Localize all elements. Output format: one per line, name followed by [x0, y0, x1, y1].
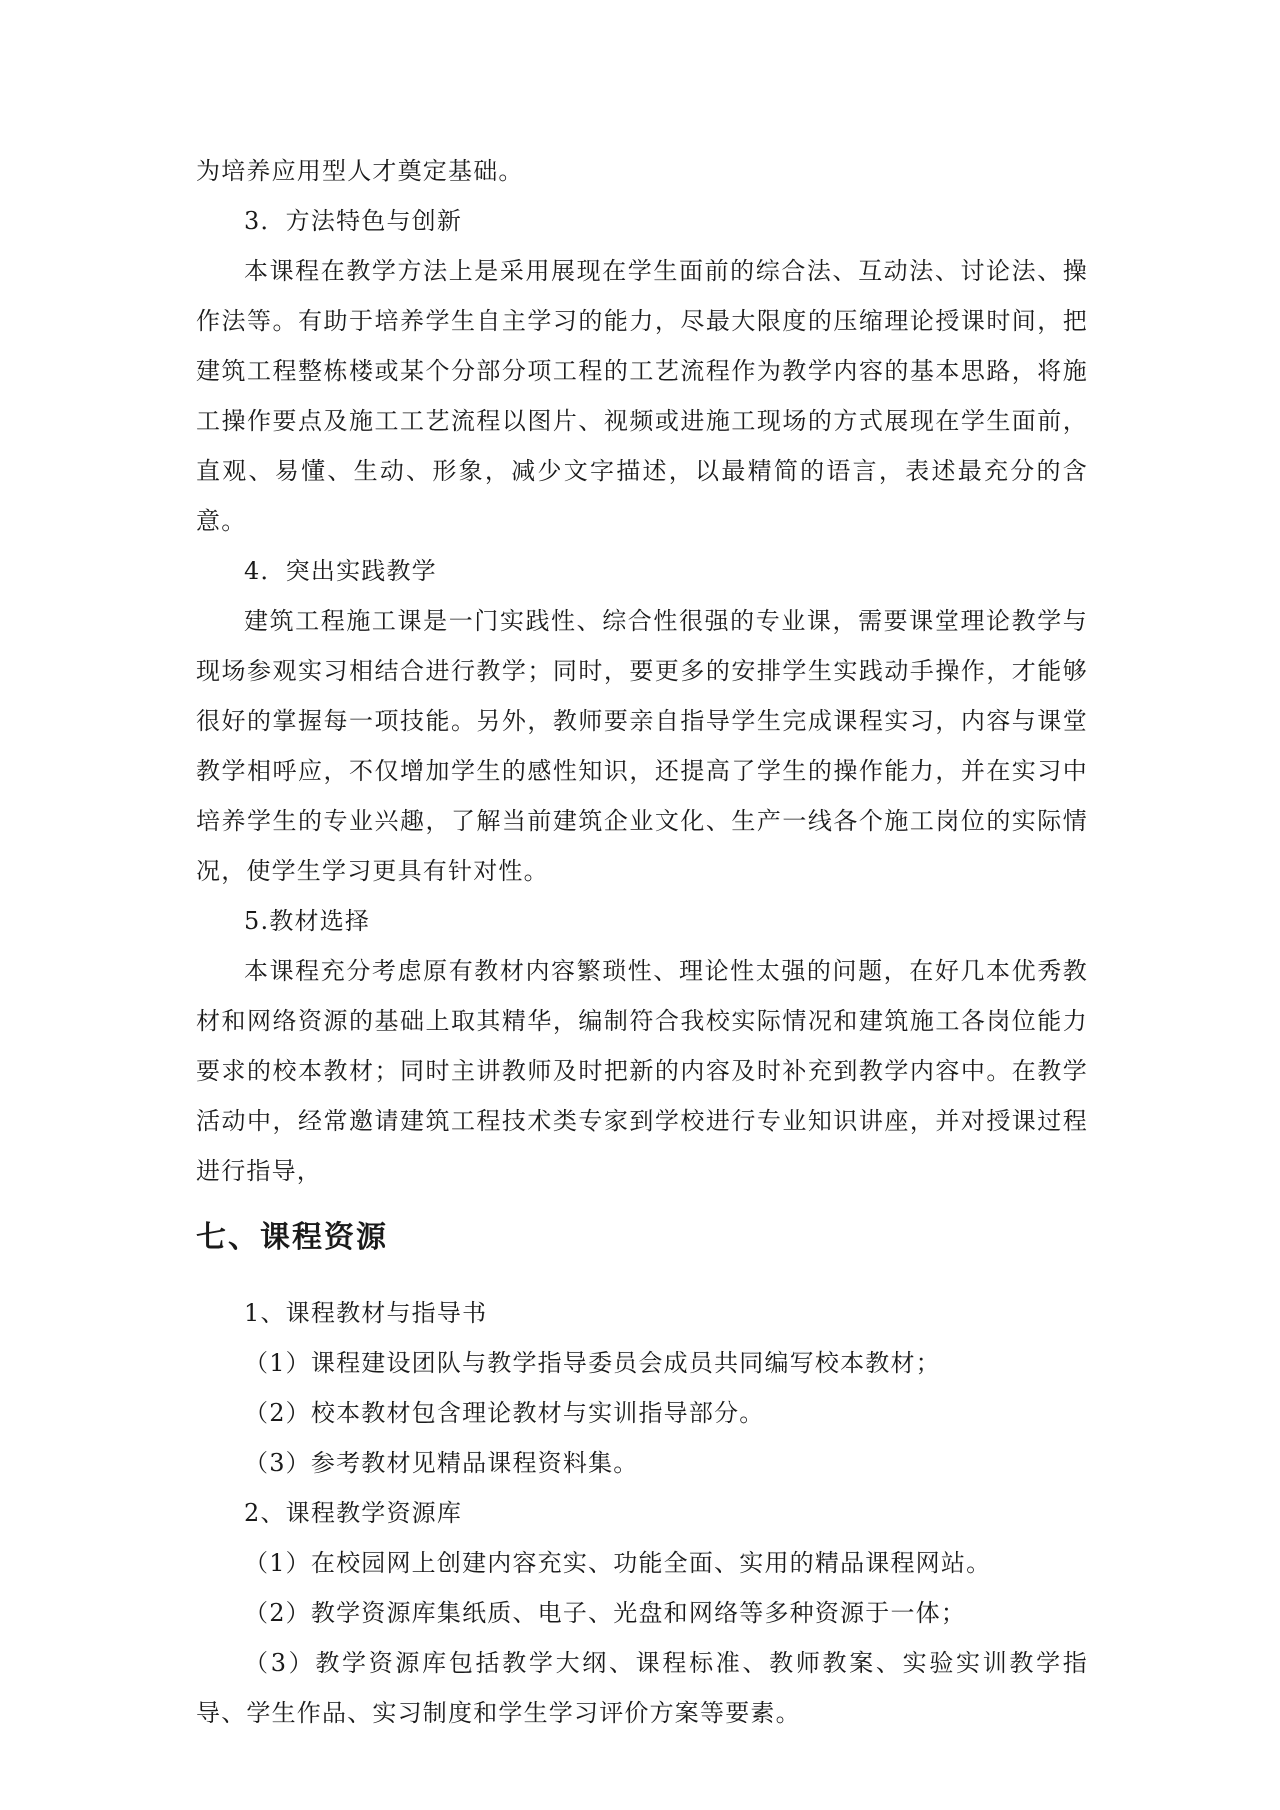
section4-heading: 4．突出实践教学	[244, 557, 437, 585]
sub1-heading: 1、课程教材与指导书	[244, 1299, 488, 1327]
sub2-heading: 2、课程教学资源库	[244, 1499, 463, 1527]
sub2-item: （2）教学资源库集纸质、电子、光盘和网络等多种资源于一体；	[244, 1599, 967, 1627]
chapter7-title: 七、课程资源	[196, 1220, 388, 1255]
intro-tail-paragraph: 为培养应用型人才奠定基础。	[196, 157, 524, 185]
section4-body: 建筑工程施工课是一门实践性、综合性很强的专业课，需要课堂理论教学与现场参观实习相结合进行教学；同时，要更多的安排学生实践动手操作，才能够很好的掌握每一项技能。另外，教师要亲自指导学生完成课程实习，内容与课堂教学相呼应，不仅增加学生的感性知识，还提高了学生的操作能力，并在实习中培养学生的专业兴趣，了解当前建筑企业文化、生产一线各个施工岗位的实际情况，使学生学习更具有针对性。	[196, 607, 1088, 885]
section3-body: 本课程在教学方法上是采用展现在学生面前的综合法、互动法、讨论法、操作法等。有助于培养学生自主学习的能力，尽最大限度的压缩理论授课时间，把建筑工程整栋楼或某个分部分项工程的工艺流程作为教学内容的基本思路，将施工操作要点及施工工艺流程以图片、视频或进施工现场的方式展现在学生面前，直观、易懂、生动、形象，减少文字描述，以最精简的语言，表述最充分的含意。	[196, 257, 1088, 535]
sub1-item: （1）课程建设团队与教学指导委员会成员共同编写校本教材；	[244, 1349, 941, 1377]
sub2-item: （1）在校园网上创建内容充实、功能全面、实用的精品课程网站。	[244, 1549, 992, 1577]
sub1-item: （2）校本教材包含理论教材与实训指导部分。	[244, 1399, 765, 1427]
section3-heading: 3．方法特色与创新	[244, 207, 463, 235]
sub2-item: （3）教学资源库包括教学大纲、课程标准、教师教案、实验实训教学指导、学生作品、实习制度和学生学习评价方案等要素。	[196, 1649, 1088, 1727]
sub1-item: （3）参考教材见精品课程资料集。	[244, 1449, 639, 1477]
section5-heading: 5.教材选择	[244, 907, 371, 935]
document-page	[196, 146, 1088, 1738]
section5-body: 本课程充分考虑原有教材内容繁琐性、理论性太强的问题，在好几本优秀教材和网络资源的基础上取其精华，编制符合我校实际情况和建筑施工各岗位能力要求的校本教材；同时主讲教师及时把新的内容及时补充到教学内容中。在教学活动中，经常邀请建筑工程技术类专家到学校进行专业知识讲座，并对授课过程进行指导，	[196, 957, 1088, 1185]
